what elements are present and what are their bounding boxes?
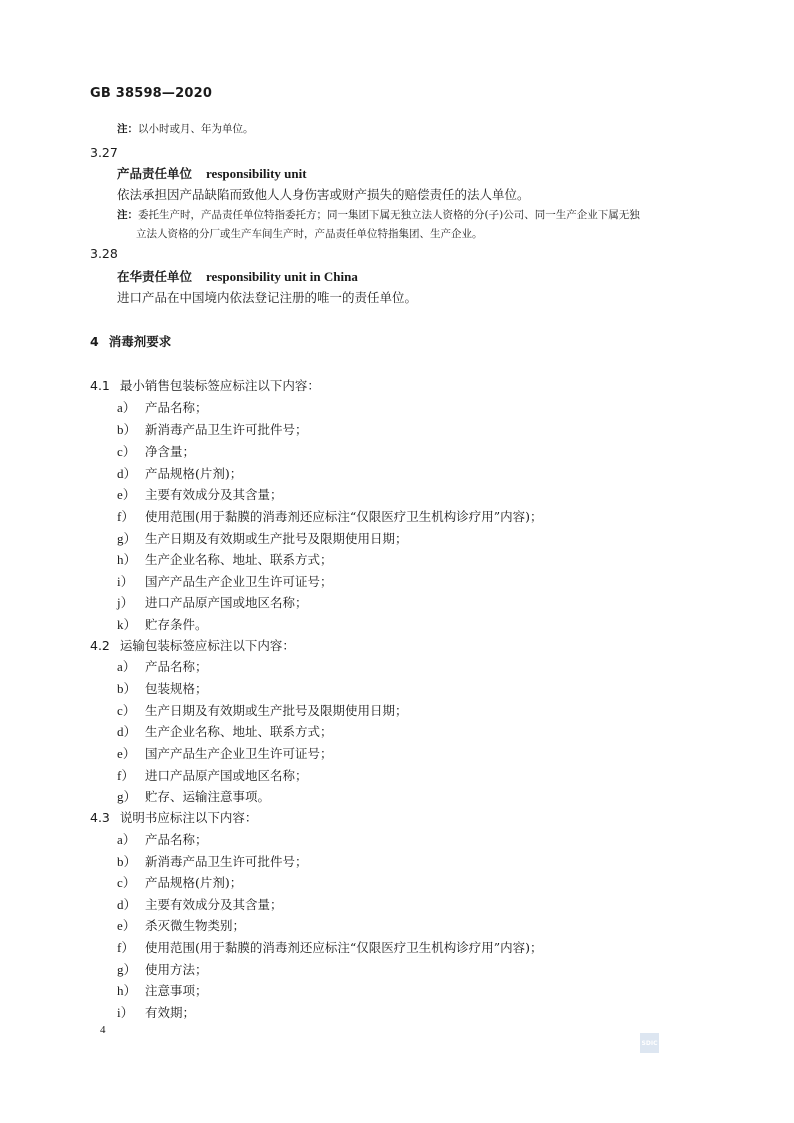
clause-number-3-27: 3.27 bbox=[90, 145, 118, 160]
list-item bbox=[117, 851, 308, 870]
standard-id-header: GB 38598—2020 bbox=[90, 86, 213, 101]
clause-number-3-28: 3.28 bbox=[90, 246, 118, 261]
item-label: g） bbox=[117, 962, 137, 977]
list-item bbox=[117, 959, 208, 978]
item-label: c） bbox=[117, 875, 136, 890]
list-item bbox=[117, 506, 543, 525]
item-label: b） bbox=[117, 681, 137, 696]
note-3-27-line2: 立法人资格的分厂或生产车间生产时，产品责任单位特指集团、生产企业。 bbox=[136, 228, 483, 240]
item-text: 使用方法； bbox=[145, 962, 208, 977]
item-label: e） bbox=[117, 746, 136, 761]
list-item bbox=[117, 765, 308, 784]
item-text: 产品名称； bbox=[145, 400, 208, 415]
item-text: 国产产品生产企业卫生许可证号； bbox=[145, 574, 333, 589]
clause-intro: 最小销售包装标签应标注以下内容： bbox=[119, 378, 320, 393]
item-label: c） bbox=[117, 444, 136, 459]
item-label: j） bbox=[117, 595, 134, 610]
clause-4-2-intro bbox=[90, 635, 295, 654]
item-label: f） bbox=[117, 768, 135, 783]
list-item bbox=[117, 571, 333, 590]
note-text: 委托生产时，产品责任单位特指委托方；同一集团下属无独立法人资格的分(子)公司、同一生产企业下属无独 bbox=[138, 209, 640, 221]
clause-4-1-intro bbox=[90, 375, 320, 394]
list-item bbox=[117, 549, 333, 568]
list-item bbox=[117, 441, 195, 460]
item-label: e） bbox=[117, 487, 136, 502]
item-text: 包装规格； bbox=[145, 681, 208, 696]
item-label: f） bbox=[117, 509, 135, 524]
clause-intro: 说明书应标注以下内容： bbox=[119, 810, 258, 825]
list-item bbox=[117, 743, 333, 762]
item-text: 生产企业名称、地址、联系方式； bbox=[145, 552, 333, 567]
item-label: d） bbox=[117, 897, 137, 912]
item-text: 贮存条件。 bbox=[145, 617, 208, 632]
item-text: 产品规格(片剂)； bbox=[145, 875, 243, 890]
item-label: b） bbox=[117, 422, 137, 437]
item-label: h） bbox=[117, 983, 137, 998]
item-label: c） bbox=[117, 703, 136, 718]
list-item bbox=[117, 614, 208, 633]
item-text: 主要有效成分及其含量； bbox=[145, 897, 283, 912]
item-text: 进口产品原产国或地区名称； bbox=[145, 595, 308, 610]
term-heading-3-28 bbox=[117, 266, 358, 285]
item-text: 生产企业名称、地址、联系方式； bbox=[145, 724, 333, 739]
note-time-unit bbox=[117, 121, 254, 136]
item-text: 生产日期及有效期或生产批号及限期使用日期； bbox=[145, 703, 408, 718]
item-text: 进口产品原产国或地区名称； bbox=[145, 768, 308, 783]
clause-number: 4.2 bbox=[90, 638, 110, 653]
item-label: d） bbox=[117, 724, 137, 739]
list-item bbox=[117, 700, 408, 719]
item-label: a） bbox=[117, 832, 136, 847]
item-text: 主要有效成分及其含量； bbox=[145, 487, 283, 502]
item-label: f） bbox=[117, 940, 135, 955]
clause-intro: 运输包装标签应标注以下内容： bbox=[119, 638, 295, 653]
clause-number: 4.1 bbox=[90, 378, 110, 393]
item-text: 注意事项； bbox=[145, 983, 208, 998]
note-3-27-line1 bbox=[117, 207, 640, 222]
item-label: g） bbox=[117, 531, 137, 546]
list-item bbox=[117, 872, 242, 891]
list-item bbox=[117, 980, 208, 999]
item-text: 国产产品生产企业卫生许可证号； bbox=[145, 746, 333, 761]
section-title: 消毒剂要求 bbox=[108, 334, 172, 349]
note-text: 以小时或月、年为单位。 bbox=[138, 123, 254, 135]
list-item bbox=[117, 484, 283, 503]
list-item bbox=[117, 915, 245, 934]
item-text: 净含量； bbox=[145, 444, 196, 459]
list-item bbox=[117, 678, 208, 697]
term-heading-3-27 bbox=[117, 163, 307, 182]
item-text: 使用范围(用于黏膜的消毒剂还应标注“仅限医疗卫生机构诊疗用”内容)； bbox=[145, 509, 543, 524]
item-text: 使用范围(用于黏膜的消毒剂还应标注“仅限医疗卫生机构诊疗用”内容)； bbox=[145, 940, 543, 955]
item-label: d） bbox=[117, 466, 137, 481]
list-item bbox=[117, 463, 242, 482]
term-en: responsibility unit in China bbox=[206, 269, 358, 284]
publisher-logo-icon: SDIC bbox=[640, 1033, 659, 1053]
note-label: 注： bbox=[117, 209, 138, 221]
item-label: e） bbox=[117, 918, 136, 933]
item-text: 贮存、运输注意事项。 bbox=[145, 789, 271, 804]
list-item bbox=[117, 1002, 195, 1021]
clause-4-3-intro bbox=[90, 807, 257, 826]
note-label: 注： bbox=[117, 123, 138, 135]
list-item bbox=[117, 397, 208, 416]
item-label: h） bbox=[117, 552, 137, 567]
definition-3-27: 依法承担因产品缺陷而致他人人身伤害或财产损失的赔偿责任的法人单位。 bbox=[117, 187, 530, 202]
list-item bbox=[117, 419, 308, 438]
list-item bbox=[117, 592, 308, 611]
item-text: 新消毒产品卫生许可批件号； bbox=[145, 854, 308, 869]
item-text: 新消毒产品卫生许可批件号； bbox=[145, 422, 308, 437]
list-item bbox=[117, 528, 408, 547]
term-cn: 产品责任单位 bbox=[117, 166, 193, 181]
item-label: a） bbox=[117, 400, 136, 415]
list-item bbox=[117, 656, 208, 675]
page-number: 4 bbox=[100, 1024, 106, 1036]
list-item bbox=[117, 894, 283, 913]
item-label: k） bbox=[117, 617, 137, 632]
section-number: 4 bbox=[90, 334, 99, 349]
clause-number: 4.3 bbox=[90, 810, 110, 825]
term-cn: 在华责任单位 bbox=[117, 269, 193, 284]
list-item bbox=[117, 829, 208, 848]
list-item bbox=[117, 937, 543, 956]
item-text: 产品名称； bbox=[145, 659, 208, 674]
item-label: i） bbox=[117, 1005, 134, 1020]
list-item bbox=[117, 721, 333, 740]
term-en: responsibility unit bbox=[206, 166, 307, 181]
item-text: 杀灭微生物类别； bbox=[145, 918, 246, 933]
item-text: 产品规格(片剂)； bbox=[145, 466, 243, 481]
section-heading-4 bbox=[90, 331, 171, 350]
definition-3-28: 进口产品在中国境内依法登记注册的唯一的责任单位。 bbox=[117, 290, 418, 305]
item-text: 有效期； bbox=[145, 1005, 196, 1020]
item-label: a） bbox=[117, 659, 136, 674]
item-text: 产品名称； bbox=[145, 832, 208, 847]
item-label: b） bbox=[117, 854, 137, 869]
item-label: i） bbox=[117, 574, 134, 589]
item-label: g） bbox=[117, 789, 137, 804]
item-text: 生产日期及有效期或生产批号及限期使用日期； bbox=[145, 531, 408, 546]
list-item bbox=[117, 786, 270, 805]
